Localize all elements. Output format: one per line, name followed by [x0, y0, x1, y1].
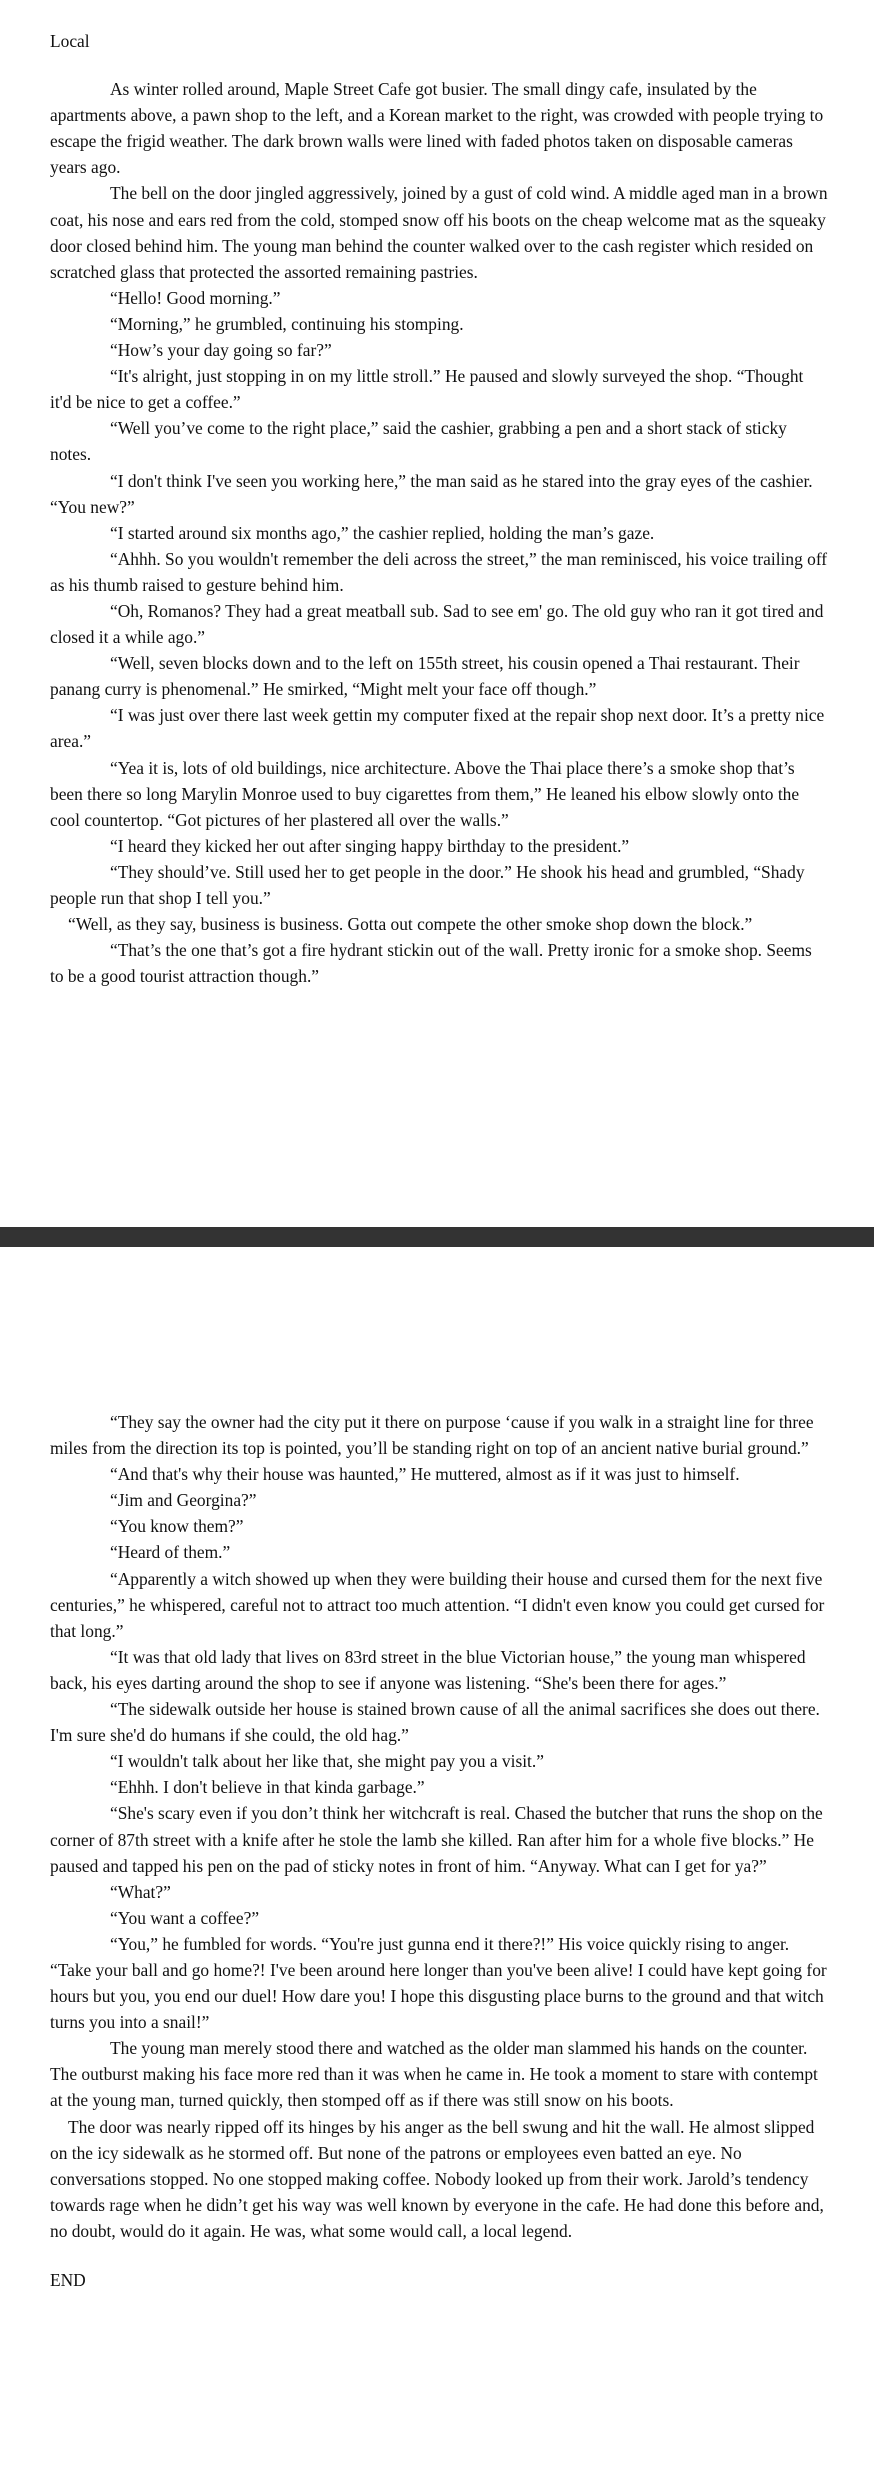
paragraph: “I started around six months ago,” the cashier replied, holding the man’s gaze.	[110, 522, 655, 543]
paragraph: “How’s your day going so far?”	[110, 340, 332, 361]
paragraph: “That’s the one that’s got a fire hydrant stickin out of the wall. Pretty ironic for a smoke shop. Seems to be a good tourist attraction though.”	[50, 940, 812, 987]
paragraph: “They say the owner had the city put it there on purpose ‘cause if you walk in a straight line for three miles from the direction its top is pointed, you’ll be standing right on top of an ancient native burial ground.”	[50, 1412, 814, 1459]
page-2	[0, 1247, 874, 2475]
paragraph: “Heard of them.”	[110, 1542, 231, 1563]
paragraph: “What?”	[110, 1881, 171, 1902]
paragraph: “You want a coffee?”	[110, 1907, 260, 1928]
page-2-body	[50, 1409, 828, 2244]
paragraph: “It was that old lady that lives on 83rd street in the blue Victorian house,” the young man whispered back, his eyes darting around the shop to see if anyone was listening. “She's been there for ages.”	[50, 1646, 806, 1693]
paragraph: “Hello! Good morning.”	[110, 287, 281, 308]
paragraph: “You,” he fumbled for words. “You're just gunna end it there?!” His voice quickly rising to anger. “Take your ball and go home?! I've been around here longer than you've been alive! I could have kept going for hours but you, you end our duel! How dare you! I hope this disgusting place burns to the ground and that witch turns you into a snail!”	[50, 1933, 827, 2033]
paragraph: “Morning,” he grumbled, continuing his stomping.	[110, 313, 464, 334]
paragraph: As winter rolled around, Maple Street Cafe got busier. The small dingy cafe, insulated by the apartments above, a pawn shop to the left, and a Korean market to the right, was crowded with people trying to escape the frigid weather. The dark brown walls were lined with faded photos taken on disposable cameras years ago.	[50, 79, 824, 178]
paragraph: “Well, as they say, business is business. Gotta out compete the other smoke shop down the block.”	[68, 914, 753, 935]
paragraph: “Ahhh. So you wouldn't remember the deli across the street,” the man reminisced, his voice trailing off as his thumb raised to gesture behind him.	[50, 548, 828, 595]
page-separator	[0, 1227, 874, 1247]
paragraph: “You know them?”	[110, 1516, 244, 1537]
paragraph: “Ehhh. I don't believe in that kinda garbage.”	[110, 1777, 425, 1798]
page-1	[0, 0, 874, 1227]
paragraph: “Apparently a witch showed up when they were building their house and cursed them for the next five centuries,” he whispered, careful not to attract too much attention. “I didn't even know you could get cursed for that long.”	[50, 1568, 825, 1641]
page-1-body	[50, 76, 828, 989]
paragraph: “Oh, Romanos? They had a great meatball sub. Sad to see em' go. The old guy who ran it got tired and closed it a while ago.”	[50, 600, 824, 648]
paragraph: “Well you’ve come to the right place,” said the cashier, grabbing a pen and a short stack of sticky notes.	[50, 418, 787, 465]
paragraph: The bell on the door jingled aggressively, joined by a gust of cold wind. A middle aged man in a brown coat, his nose and ears red from the cold, stomped snow off his boots on the cheap welcome mat as the squeaky door closed behind him. The young man behind the counter walked over to the cash register which resided on scratched glass that protected the assorted remaining pastries.	[50, 183, 828, 282]
paragraph: “I wouldn't talk about her like that, she might pay you a visit.”	[110, 1751, 544, 1772]
paragraph: “Well, seven blocks down and to the left on 155th street, his cousin opened a Thai restaurant. Their panang curry is phenomenal.” He smirked, “Might melt your face off though.”	[50, 653, 800, 700]
paragraph: The young man merely stood there and watched as the older man slammed his hands on the counter. The outburst making his face more red than it was when he came in. He took a moment to stare with contempt at the young man, turned quickly, then stomped off as if there was still snow on his boots.	[50, 2038, 818, 2111]
paragraph: “I don't think I've seen you working here,” the man said as he stared into the gray eyes of the cashier. “You new?”	[50, 470, 813, 517]
paragraph: “I heard they kicked her out after singing happy birthday to the president.”	[110, 835, 630, 856]
paragraph: “And that's why their house was haunted,” He muttered, almost as if it was just to himself.	[110, 1464, 740, 1485]
paragraph: “It's alright, just stopping in on my little stroll.” He paused and slowly surveyed the shop. “Thought it'd be nice to get a coffee.”	[50, 366, 804, 413]
paragraph: “They should’ve. Still used her to get people in the door.” He shook his head and grumbled, “Shady people run that shop I tell you.”	[50, 861, 805, 908]
document-title: Local	[50, 31, 90, 51]
paragraph: “Jim and Georgina?”	[110, 1490, 257, 1511]
end-marker: END	[50, 2270, 86, 2290]
paragraph: “She's scary even if you don’t think her witchcraft is real. Chased the butcher that runs the shop on the corner of 87th street with a knife after he stole the lamb she killed. Ran after him for a whole five blocks.” He paused and tapped his pen on the pad of sticky notes in front of him. “Anyway. What can I get for ya?”	[50, 1803, 823, 1876]
paragraph: “The sidewalk outside her house is stained brown cause of all the animal sacrifices she does out there. I'm sure she'd do humans if she could, the old hag.”	[50, 1699, 820, 1746]
paragraph: The door was nearly ripped off its hinges by his anger as the bell swung and hit the wall. He almost slipped on the icy sidewalk as he stormed off. But none of the patrons or employees even batted an eye. No conversations stopped. No one stopped making coffee. Nobody looked up from their work. Jarold’s tendency towards rage when he didn’t get his way was well known by everyone in the cafe. He had done this before and, no doubt, would do it again. He was, what some would call, a local legend.	[50, 2116, 824, 2241]
paragraph: “Yea it is, lots of old buildings, nice architecture. Above the Thai place there’s a smoke shop that’s been there so long Marylin Monroe used to buy cigarettes from them,” He leaned his elbow slowly onto the cool countertop. “Got pictures of her plastered all over the walls.”	[50, 757, 800, 830]
paragraph: “I was just over there last week gettin my computer fixed at the repair shop next door. It’s a pretty nice area.”	[50, 705, 825, 752]
